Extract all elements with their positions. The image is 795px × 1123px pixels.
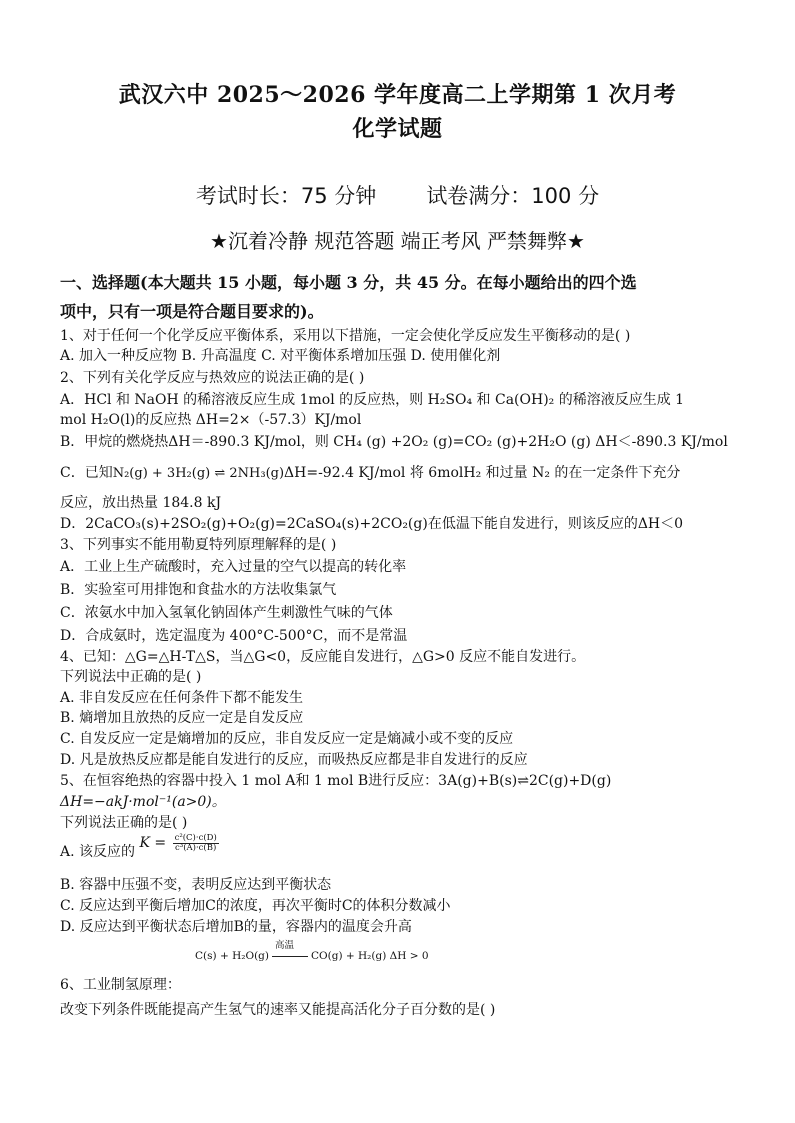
q4-option-a: A. 非自发反应在任何条件下都不能发生	[60, 690, 304, 706]
q6-question: 改变下列条件既能提高产生氢气的速率又能提高活化分子百分数的是( )	[60, 1002, 496, 1018]
q4-option-c: C. 自发反应一定是熵增加的反应，非自发反应一定是熵减小或不变的反应	[60, 731, 514, 747]
q4-stem-line1: 4、已知：△G=△H-T△S，当△G<0，反应能自发进行，△G>0 反应不能自发进行。	[60, 649, 586, 665]
equilibrium-constant-label: K =	[139, 835, 167, 851]
exam-info	[0, 180, 795, 210]
full-score: 试卷满分：100 分	[426, 184, 600, 208]
q6-reaction-condition: 高温	[275, 940, 295, 951]
exam-motto: ★沉着冷静 规范答题 端正考风 严禁舞弊★	[210, 229, 585, 253]
q6-stem: 6、工业制氢原理：	[60, 977, 181, 993]
exam-title: 武汉六中 2025～2026 学年度高二上学期第 1 次月考	[118, 82, 677, 108]
q2-option-b: B．甲烷的燃烧热ΔH＝-890.3 KJ/mol，则 CH₄ (g) +2O₂ (g)=CO₂ (g)+2H₂O (g) ΔH＜-890.3 KJ/mol	[60, 434, 728, 450]
q3-option-a: A．工业上生产硫酸时，充入过量的空气以提高的转化率	[60, 559, 407, 575]
q2-option-c-text: ΔH=-92.4 KJ/mol 将 6molH₂ 和过量 N₂ 的在一定条件下充分	[284, 465, 681, 481]
q3-stem: 3、下列事实不能用勒夏特列原理解释的是( )	[60, 537, 337, 553]
q5-stem-line3: 下列说法正确的是( )	[60, 815, 188, 831]
q5-stem-line2: ΔH=−akJ·mol⁻¹(a>0)。	[60, 794, 226, 810]
reaction-arrow	[272, 956, 308, 957]
section-heading	[60, 268, 750, 326]
q2-option-c-equation: N₂(g) + 3H₂(g) ⇌ 2NH₃(g)	[112, 466, 285, 481]
equilibrium-constant-fraction	[173, 834, 219, 853]
q5-option-a	[60, 832, 219, 862]
q4-option-d: D. 凡是放热反应都是能自发进行的反应，而吸热反应都是非自发进行的反应	[60, 752, 528, 768]
k-denominator: c³(A)·c(B)	[175, 842, 217, 853]
q5-option-d: D. 反应达到平衡状态后增加B的量，容器内的温度会升高	[60, 919, 412, 935]
q6-reactants: C(s) + H₂O(g)	[195, 950, 269, 962]
q2-option-c-line2: 反应，放出热量 184.8 kJ	[60, 495, 222, 511]
q3-option-c: C．浓氨水中加入氢氧化钠固体产生刺激性气味的气体	[60, 605, 393, 621]
exam-subject-title: 化学试题	[352, 116, 443, 142]
exam-duration: 考试时长：75 分钟	[195, 184, 377, 208]
q2-option-d: D．2CaCO₃(s)+2SO₂(g)+O₂(g)=2CaSO₄(s)+2CO₂(g)在低温下能自发进行，则该反应的ΔH＜0	[60, 516, 684, 532]
q3-option-b: B．实验室可用排饱和食盐水的方法收集氯气	[60, 582, 337, 598]
k-numerator: c²(C)·c(D)	[174, 832, 217, 843]
q3-option-d: D．合成氨时，选定温度为 400°C-500°C，而不是常温	[60, 628, 408, 644]
q2-stem: 2、下列有关化学反应与热效应的说法正确的是( )	[60, 370, 365, 386]
q6-products: CO(g) + H₂(g) ΔH > 0	[310, 950, 429, 962]
section-heading-line1: 一、选择题(本大题共 15 小题，每小题 3 分，共 45 分。在每小题给出的四个选	[60, 273, 637, 292]
q4-option-b: B. 熵增加且放热的反应一定是自发反应	[60, 710, 304, 726]
q6-reaction-equation	[195, 940, 429, 962]
q5-stem-line1: 5、在恒容绝热的容器中投入 1 mol A和 1 mol B进行反应：3A(g)+B(s)⇌2C(g)+D(g)	[60, 773, 612, 789]
section-heading-line2: 项中，只有一项是符合题目要求的)。	[60, 302, 324, 321]
q5-option-c: C. 反应达到平衡后增加C的浓度，再次平衡时C的体积分数减小	[60, 898, 451, 914]
q5-option-a-prefix: A. 该反应的	[60, 844, 136, 860]
q5-option-b: B. 容器中压强不变，表明反应达到平衡状态	[60, 877, 332, 893]
q2-option-c-prefix: C．已知	[60, 465, 113, 481]
q4-stem-line2: 下列说法中正确的是( )	[60, 669, 202, 685]
q2-option-a-line2: mol H₂O(l)的反应热 ΔH=2×（-57.3）KJ/mol	[60, 412, 362, 428]
q1-stem: 1、对于任何一个化学反应平衡体系，采用以下措施，一定会使化学反应发生平衡移动的是( )	[60, 328, 631, 344]
q1-options: A. 加入一种反应物 B. 升高温度 C. 对平衡体系增加压强 D. 使用催化剂	[60, 348, 501, 364]
q2-option-c-line1	[60, 463, 680, 484]
q2-option-a-line1: A．HCl 和 NaOH 的稀溶液反应生成 1mol 的反应热，则 H₂SO₄ 和 Ca(OH)₂ 的稀溶液反应生成 1	[60, 392, 685, 408]
